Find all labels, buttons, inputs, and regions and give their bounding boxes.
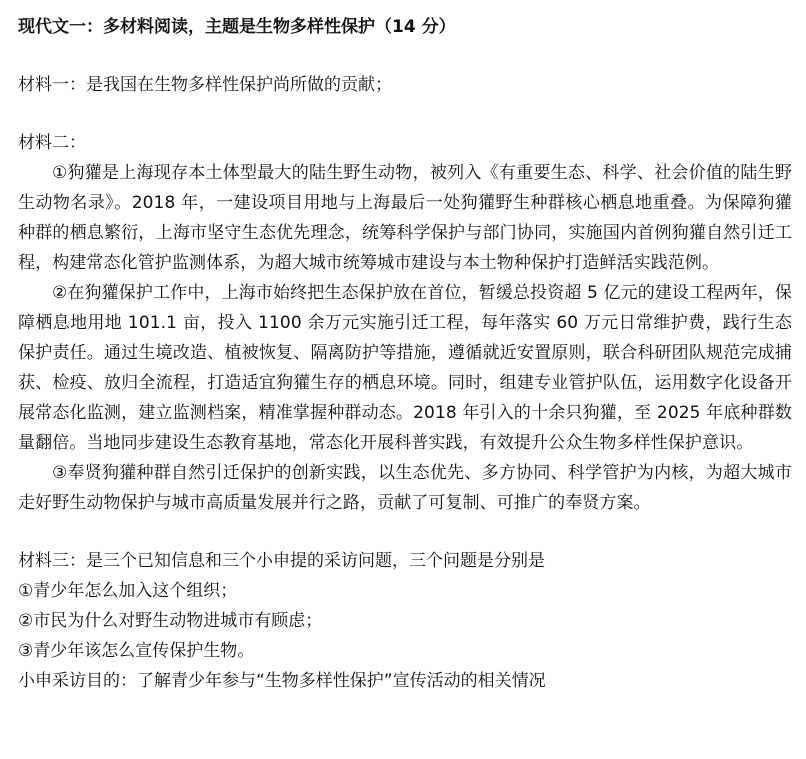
material-three-intro: 材料三：是三个已知信息和三个小申提的采访问题，三个问题是分别是 xyxy=(18,551,545,571)
question-item-3: ③青少年该怎么宣传保护生物。 xyxy=(18,641,255,661)
material-one: 材料一：是我国在生物多样性保护尚所做的贡献； xyxy=(18,75,392,95)
interview-purpose: 小申采访目的：了解青少年参与“生物多样性保护”宣传活动的相关情况 xyxy=(18,671,546,691)
spacer xyxy=(18,518,792,546)
spacer xyxy=(18,42,792,70)
material-two-paragraph-1: ①狗獾是上海现存本土体型最大的陆生野生动物，被列入《有重要生态、科学、社会价值的陆生野生动物名录》。2018 年，一建设项目用地与上海最后一处狗獾野生种群核心栖息地重叠。为保障狗獾种群的栖息繁衍，上海市坚守生态优先理念，统筹科学保护与部门协同，实施国内首例狗獾自然引迁工程，构建常态化管护监测体系，为超大城市统筹城市建设与本土物种保护打造鲜活实践范例。 xyxy=(18,163,792,273)
material-two-paragraph-2: ②在狗獾保护工作中，上海市始终把生态保护放在首位，暂缓总投资超 5 亿元的建设工程两年，保障栖息地用地 101.1 亩，投入 1100 余万元实施引迁工程，每年落实 60 万元日常维护费，践行生态保护责任。通过生境改造、植被恢复、隔离防护等措施，遵循就近安置原则，联合科研团队规范完成捕获、检疫、放归全流程，打造适宜狗獾生存的栖息环境。同时，组建专业管护队伍，运用数字化设备开展常态化监测，建立监测档案，精准掌握种群动态。2018 年引入的十余只狗獾，至 2025 年底种群数量翻倍。当地同步建设生态教育基地，常态化开展科普实践，有效提升公众生物多样性保护意识。 xyxy=(18,283,792,453)
spacer xyxy=(18,100,792,128)
material-two-paragraph-3: ③奉贤狗獾种群自然引迁保护的创新实践，以生态优先、多方协同、科学管护为内核，为超大城市走好野生动物保护与城市高质量发展并行之路，贡献了可复制、可推广的奉贤方案。 xyxy=(18,463,792,513)
material-two-heading: 材料二： xyxy=(18,133,86,153)
question-title: 现代文一：多材料阅读，主题是生物多样性保护（14 分） xyxy=(18,17,456,37)
question-item-2: ②市民为什么对野生动物进城市有顾虑； xyxy=(18,611,323,631)
question-item-1: ①青少年怎么加入这个组织； xyxy=(18,581,238,601)
